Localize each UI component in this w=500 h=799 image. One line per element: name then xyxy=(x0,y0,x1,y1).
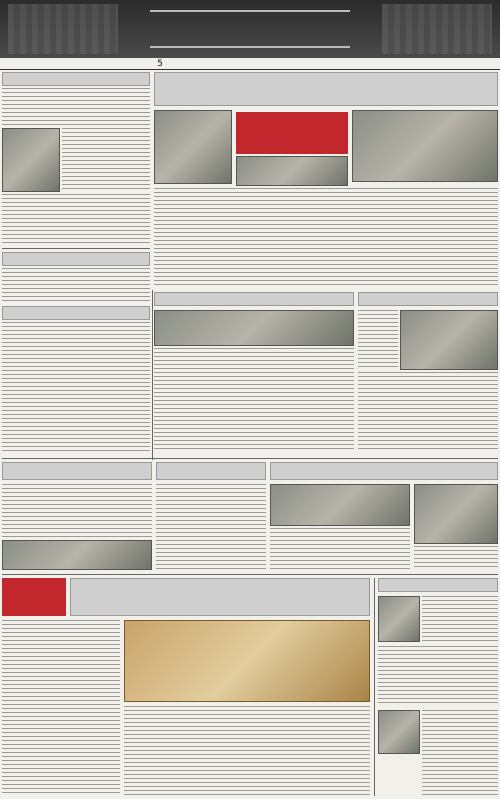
divider xyxy=(2,248,150,249)
article-text xyxy=(2,620,120,795)
lead-photo-right xyxy=(352,110,498,182)
article-text xyxy=(2,194,150,244)
dateline xyxy=(0,58,500,70)
story-photo xyxy=(378,596,420,642)
article-text xyxy=(2,88,150,126)
article-text xyxy=(414,546,498,570)
headline-bar xyxy=(154,292,354,306)
story-photo xyxy=(270,484,410,526)
article-text xyxy=(156,484,266,570)
article-text xyxy=(154,188,498,288)
article-text xyxy=(378,646,498,706)
masthead-art-left xyxy=(8,4,118,54)
lead-highlight-box xyxy=(236,112,348,154)
page-number: 5 xyxy=(157,59,163,69)
article-text xyxy=(270,528,410,570)
headline-bar xyxy=(2,306,150,320)
article-text xyxy=(422,710,498,795)
divider xyxy=(374,578,375,796)
article-text xyxy=(124,706,370,795)
story-photo xyxy=(154,310,354,346)
story-photo xyxy=(2,540,152,570)
article-text xyxy=(422,596,498,642)
feature-label-box xyxy=(2,578,66,616)
story-photo xyxy=(400,310,498,370)
article-text xyxy=(154,348,354,452)
headline-bar xyxy=(156,462,266,480)
headline-bar xyxy=(378,578,498,592)
article-text xyxy=(358,310,398,370)
headline-bar xyxy=(2,72,150,86)
story-photo xyxy=(2,128,60,192)
lead-photo-temple xyxy=(154,110,232,184)
story-photo xyxy=(414,484,498,544)
story-photo xyxy=(378,710,420,754)
masthead-title xyxy=(150,10,350,48)
feature-photo-grain xyxy=(124,620,370,702)
article-text xyxy=(62,128,150,192)
feature-headline-bar xyxy=(70,578,370,616)
divider xyxy=(2,574,498,575)
lead-headline-bar xyxy=(154,72,498,106)
lead-photo-building xyxy=(236,156,348,186)
headline-bar xyxy=(2,252,150,266)
headline-bar xyxy=(270,462,498,480)
divider xyxy=(152,290,153,460)
divider xyxy=(2,458,498,459)
article-text xyxy=(358,372,498,452)
headline-bar xyxy=(2,462,152,480)
article-text xyxy=(2,268,150,304)
headline-bar xyxy=(358,292,498,306)
article-text xyxy=(2,484,152,540)
masthead-art-right xyxy=(382,4,492,54)
article-text xyxy=(2,322,150,452)
